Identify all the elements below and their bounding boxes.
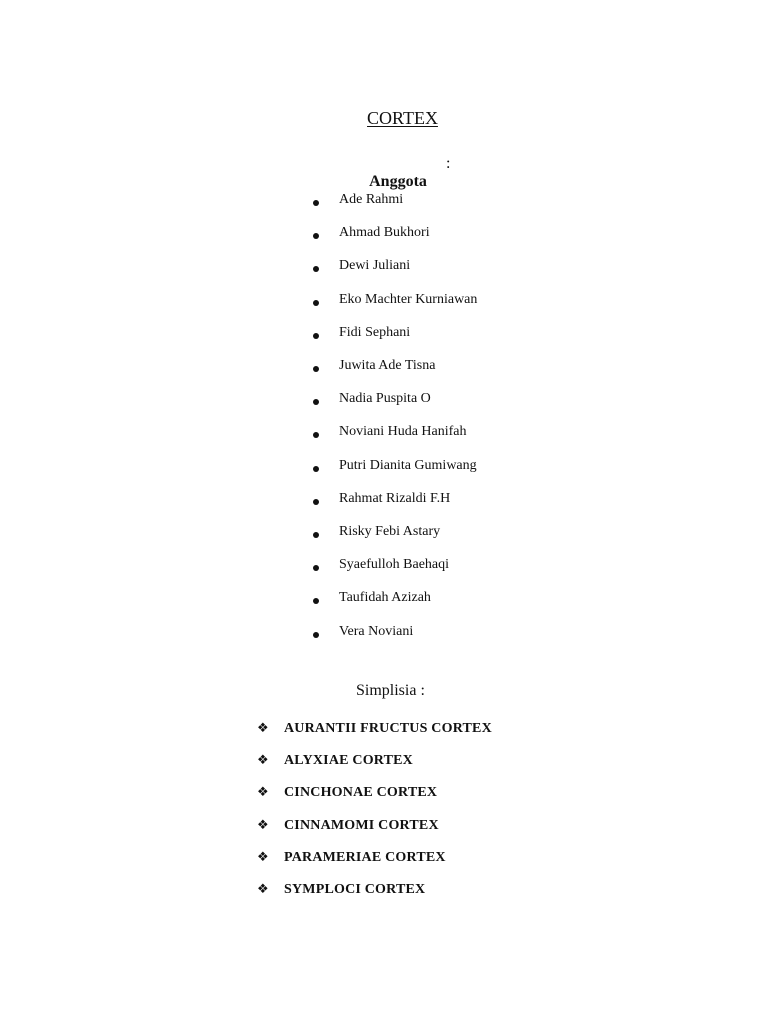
- members-heading-colon: :: [446, 155, 451, 172]
- simplisia-name: AURANTII FRUCTUS CORTEX: [284, 721, 492, 736]
- member-name: Rahmat Rizaldi F.H: [339, 490, 451, 506]
- member-name: Ahmad Bukhori: [339, 225, 430, 241]
- member-name: Risky Febi Astary: [339, 524, 441, 539]
- bullet-icon: [313, 266, 319, 272]
- member-name: Eko Machter Kurniawan: [339, 291, 478, 307]
- bullet-icon: [313, 565, 319, 571]
- bullet-icon: [313, 200, 319, 206]
- member-name: Vera Noviani: [339, 623, 414, 639]
- bullet-icon: [313, 333, 319, 339]
- simplisia-name: PARAMERIAE CORTEX: [284, 849, 446, 865]
- diamond-bullet-icon: ❖: [257, 753, 269, 769]
- bullet-icon: [313, 432, 319, 438]
- member-name: Fidi Sephani: [339, 324, 411, 340]
- member-name: Juwita Ade Tisna: [339, 358, 436, 373]
- member-name: Nadia Puspita O: [339, 391, 431, 407]
- members-heading-label: Anggota: [369, 173, 427, 190]
- simplisia-name: SYMPLOCI CORTEX: [284, 882, 426, 897]
- bullet-icon: [313, 466, 319, 472]
- bullet-icon: [313, 233, 319, 239]
- simplisia-heading: Simplisia :: [356, 682, 425, 699]
- diamond-bullet-icon: ❖: [257, 817, 269, 833]
- bullet-icon: [313, 399, 319, 405]
- bullet-icon: [313, 632, 319, 638]
- simplisia-name: CINNAMOMI CORTEX: [284, 817, 439, 833]
- member-name: Syaefulloh Baehaqi: [339, 557, 450, 573]
- bullet-icon: [313, 532, 319, 538]
- bullet-icon: [313, 366, 319, 372]
- diamond-bullet-icon: ❖: [257, 721, 269, 736]
- member-name: Ade Rahmi: [339, 192, 404, 207]
- members-heading: [354, 155, 451, 227]
- bullet-icon: [313, 300, 319, 306]
- diamond-bullet-icon: ❖: [257, 849, 269, 865]
- bullet-icon: [313, 598, 319, 604]
- page-title: CORTEX: [367, 108, 438, 128]
- bullet-icon: [313, 499, 319, 505]
- simplisia-name: CINCHONAE CORTEX: [284, 785, 438, 801]
- member-name: Taufidah Azizah: [339, 590, 431, 606]
- diamond-bullet-icon: ❖: [257, 882, 269, 897]
- member-name: Noviani Huda Hanifah: [339, 424, 467, 440]
- member-name: Putri Dianita Gumiwang: [339, 457, 477, 473]
- diamond-bullet-icon: ❖: [257, 785, 269, 801]
- simplisia-name: ALYXIAE CORTEX: [284, 753, 413, 769]
- member-name: Dewi Juliani: [339, 258, 411, 274]
